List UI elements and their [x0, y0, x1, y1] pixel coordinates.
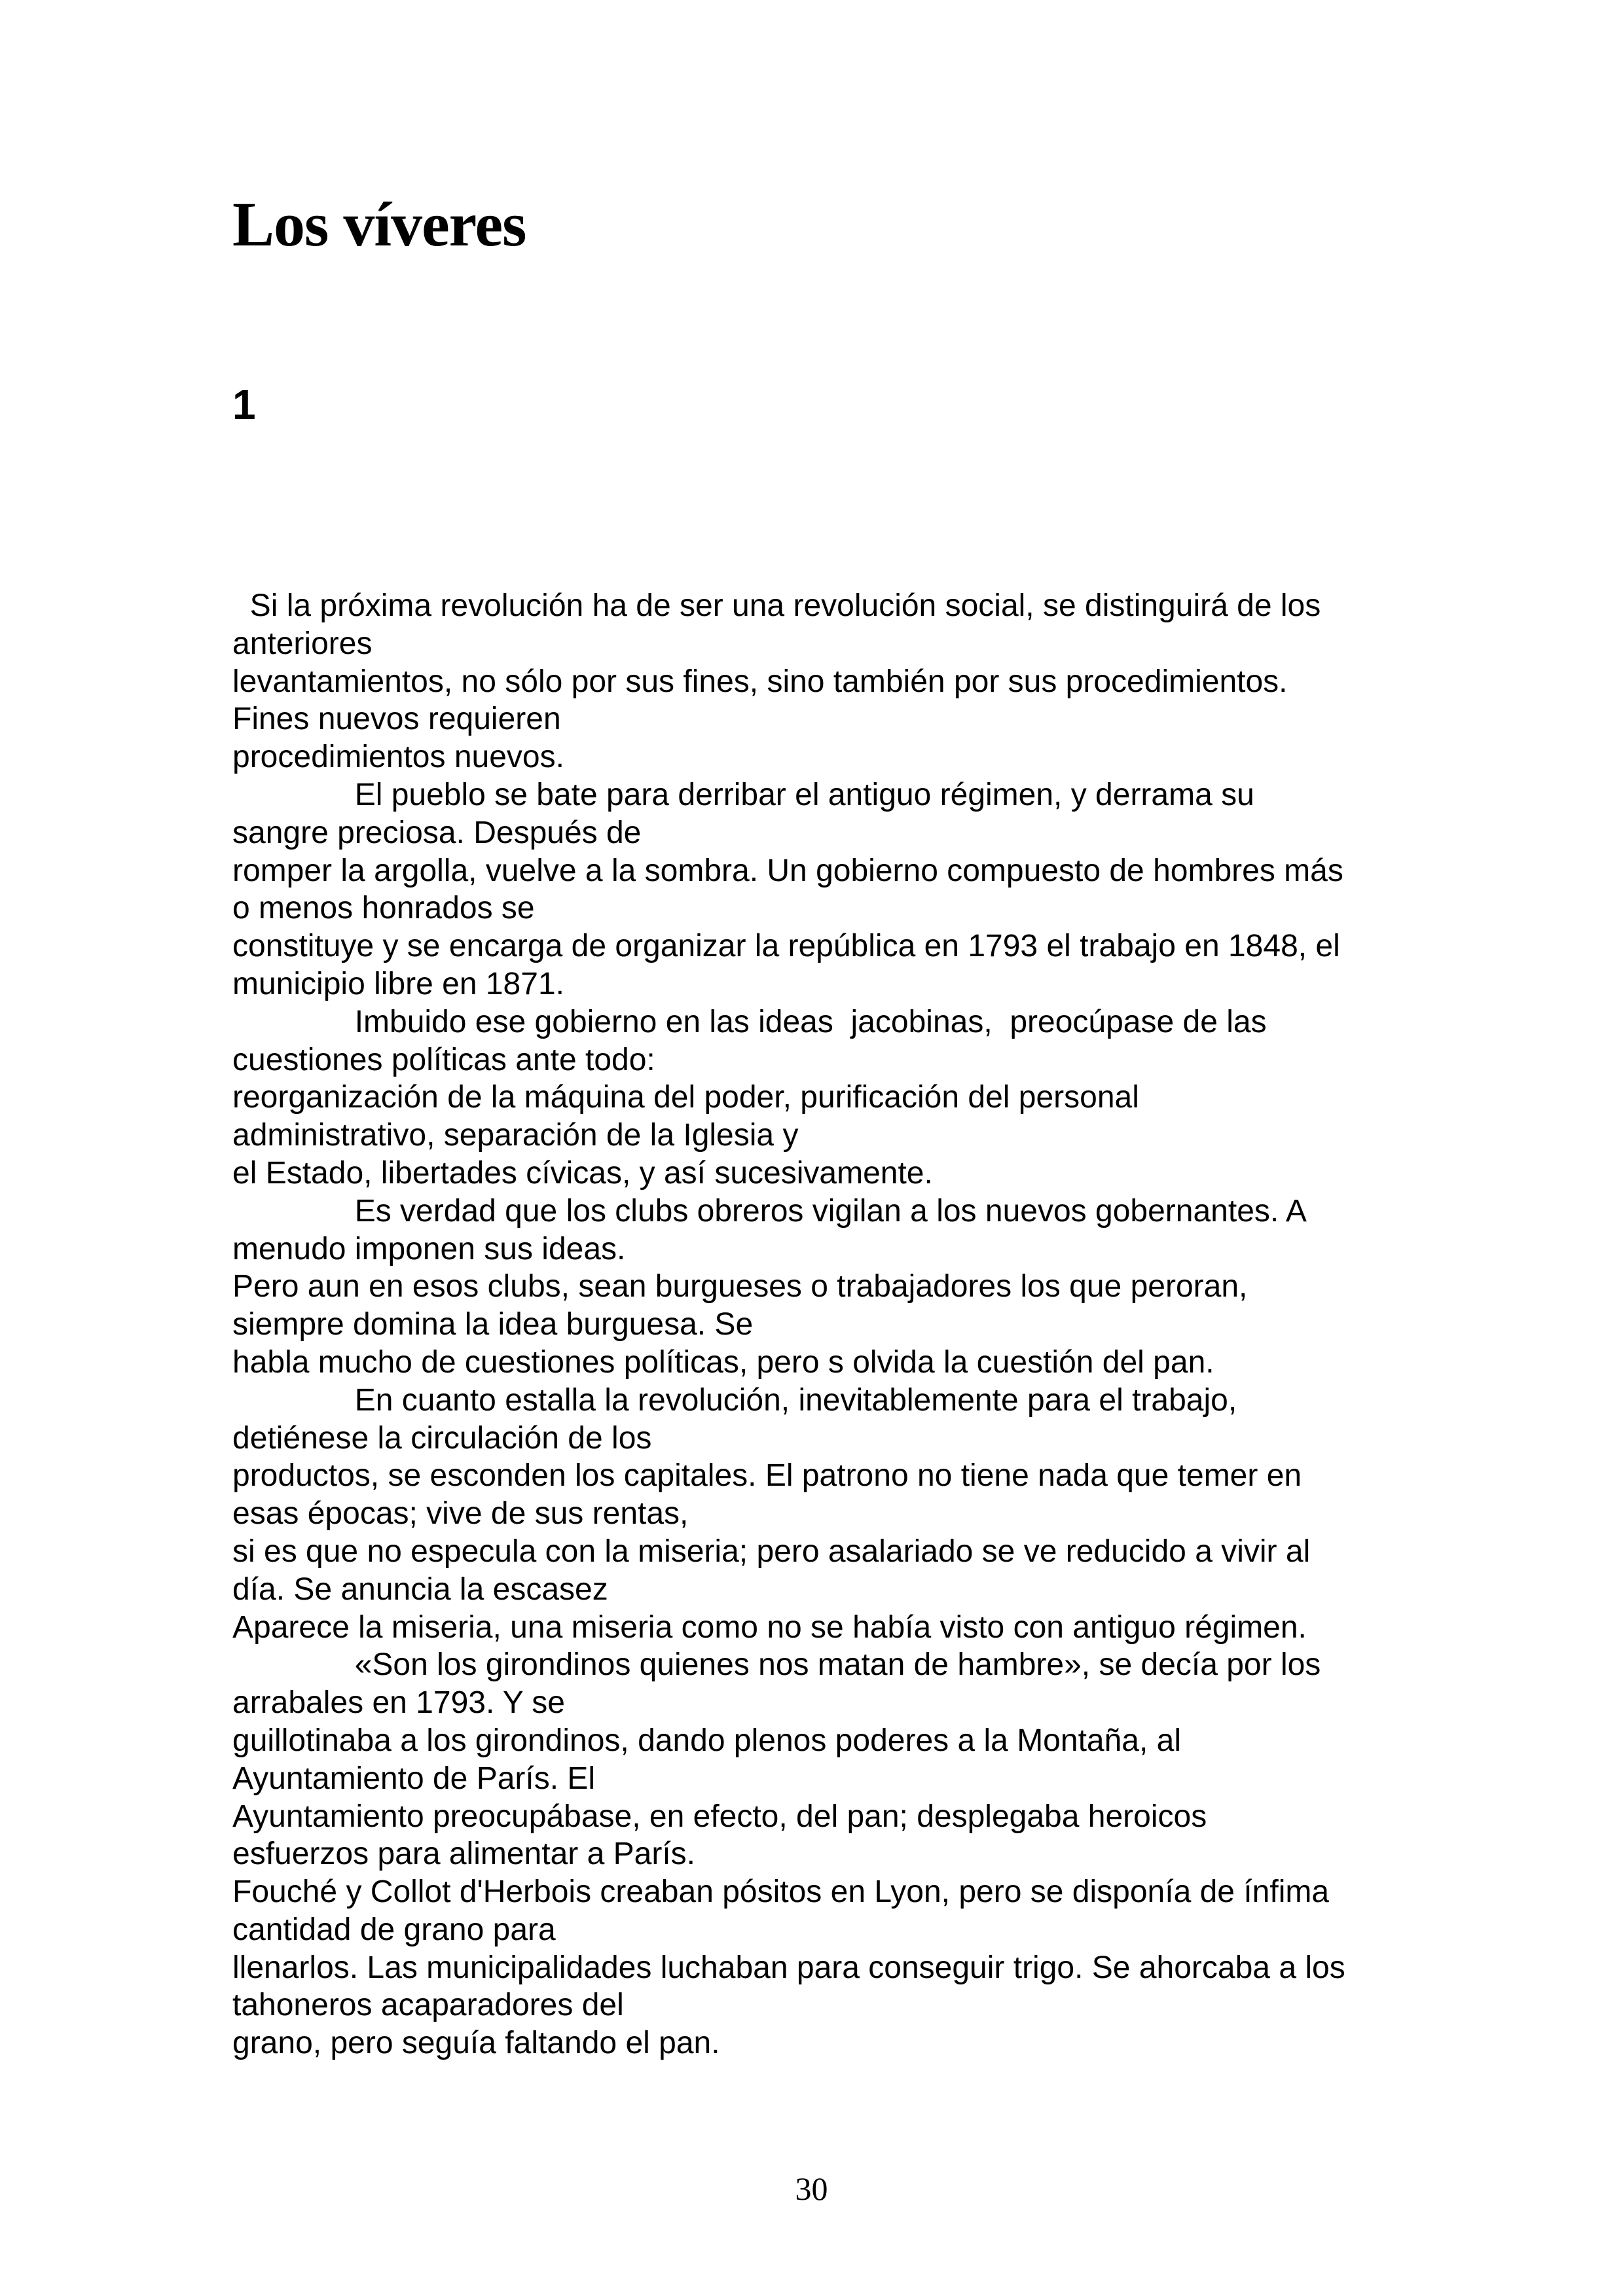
text-line: Es verdad que los clubs obreros vigilan a los nuevos gobernantes. A: [232, 1193, 1307, 1229]
text-line: sangre preciosa. Después de: [232, 815, 642, 850]
text-line: Imbuido ese gobierno en las ideas jacobinas, preocúpase de las: [232, 1004, 1267, 1039]
text-line: esfuerzos para alimentar a París.: [232, 1837, 695, 1872]
text-line: el Estado, libertades cívicas, y así sucesivamente.: [232, 1155, 933, 1191]
text-line: Si la próxima revolución ha de ser una revolución social, se distinguirá de los: [232, 588, 1321, 623]
text-line: administrativo, separación de la Iglesia y: [232, 1118, 799, 1153]
text-line: procedimientos nuevos.: [232, 740, 564, 775]
section-number: 1: [232, 381, 256, 428]
text-line: guillotinaba a los girondinos, dando plenos poderes a la Montaña, al: [232, 1723, 1182, 1758]
text-line: El pueblo se bate para derribar el antiguo régimen, y derrama su: [232, 777, 1254, 812]
text-line: «Son los girondinos quienes nos matan de hambre», se decía por los: [232, 1647, 1321, 1683]
text-line: esas épocas; vive de sus rentas,: [232, 1496, 689, 1532]
body-text: [232, 587, 1444, 2062]
text-line: reorganización de la máquina del poder, purificación del personal: [232, 1080, 1139, 1115]
page-number: 30: [795, 2170, 828, 2207]
text-line: Aparece la miseria, una miseria como no se había visto con antiguo régimen.: [232, 1609, 1307, 1645]
text-line: Ayuntamiento preocupábase, en efecto, del pan; desplegaba heroicos: [232, 1799, 1207, 1834]
text-line: anteriores: [232, 626, 373, 661]
text-line: grano, pero seguía faltando el pan.: [232, 2026, 720, 2061]
text-line: detiénese la circulación de los: [232, 1420, 652, 1456]
text-line: Fouché y Collot d'Herbois creaban pósitos en Lyon, pero se disponía de ínfima: [232, 1874, 1330, 1910]
text-line: cantidad de grano para: [232, 1912, 556, 1947]
text-line: si es que no especula con la miseria; pero asalariado se ve reducido a vivir al: [232, 1534, 1311, 1569]
text-line: menudo imponen sus ideas.: [232, 1231, 626, 1266]
text-line: día. Se anuncia la escasez: [232, 1571, 608, 1607]
text-line: municipio libre en 1871.: [232, 966, 564, 1001]
text-line: romper la argolla, vuelve a la sombra. Un gobierno compuesto de hombres más: [232, 853, 1343, 888]
text-line: constituye y se encarga de organizar la república en 1793 el trabajo en 1848, el: [232, 929, 1340, 964]
chapter-title: Los víveres: [232, 189, 526, 259]
text-line: tahoneros acaparadores del: [232, 1988, 624, 2023]
text-line: o menos honrados se: [232, 891, 535, 926]
text-line: cuestiones políticas ante todo:: [232, 1042, 655, 1077]
text-line: Ayuntamiento de París. El: [232, 1761, 596, 1796]
text-line: levantamientos, no sólo por sus fines, sino también por sus procedimientos.: [232, 664, 1288, 699]
text-line: siempre domina la idea burguesa. Se: [232, 1307, 754, 1342]
text-line: Fines nuevos requieren: [232, 702, 561, 737]
text-line: llenarlos. Las municipalidades luchaban para conseguir trigo. Se ahorcaba a los: [232, 1950, 1345, 1985]
text-line: habla mucho de cuestiones políticas, pero s olvida la cuestión del pan.: [232, 1344, 1214, 1380]
text-line: arrabales en 1793. Y se: [232, 1685, 565, 1721]
text-line: productos, se esconden los capitales. El patrono no tiene nada que temer en: [232, 1458, 1302, 1494]
text-line: Pero aun en esos clubs, sean burgueses o trabajadores los que peroran,: [232, 1269, 1248, 1304]
text-line: En cuanto estalla la revolución, inevitablemente para el trabajo,: [232, 1382, 1237, 1418]
